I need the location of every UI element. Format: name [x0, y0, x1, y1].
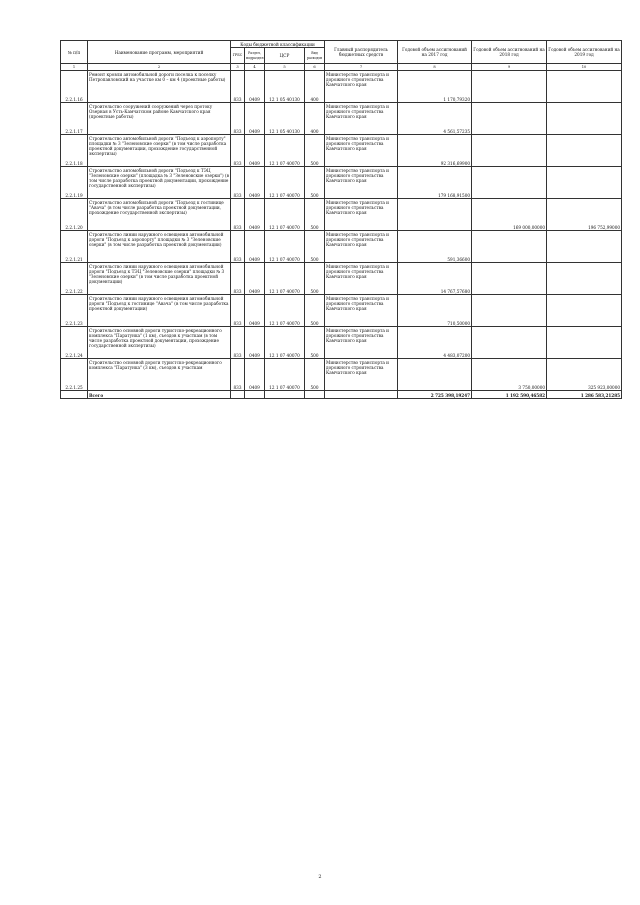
cell-vr: 500	[305, 199, 325, 231]
header-row-1	[61, 41, 622, 48]
cell-csr: 12 1 07 40070	[265, 199, 305, 231]
cell-2019: 325 923,00000	[547, 359, 622, 391]
cell-rzpr: 0409	[245, 327, 265, 359]
index-cell: 9	[472, 64, 547, 71]
cell-num: 2.2.1.22	[61, 263, 88, 295]
cell-2018: 169 000,00000	[472, 199, 547, 231]
cell-2019	[547, 327, 622, 359]
cell-name: Строительство автомобильной дороги "Подъезд к гостинице "Авача" (в том числе разработка проектной документации, прохождение государственной экспертизы)	[88, 199, 231, 231]
total-empty	[245, 391, 265, 399]
cell-2017: 92 316,69900	[398, 135, 472, 167]
cell-csr: 12 1 05 40130	[265, 71, 305, 103]
cell-num: 2.2.1.18	[61, 135, 88, 167]
header-admin: Главный распорядитель бюджетных средств	[325, 41, 398, 64]
cell-grbs: 833	[231, 199, 245, 231]
cell-admin: Министерство транспорта и дорожного строительства Камчатского края	[325, 327, 398, 359]
index-cell: 4	[245, 64, 265, 71]
index-cell: 8	[398, 64, 472, 71]
cell-2018	[472, 327, 547, 359]
cell-2018: 3 750,00000	[472, 359, 547, 391]
cell-admin: Министерство транспорта и дорожного строительства Камчатского края	[325, 231, 398, 263]
page-number: 2	[318, 874, 322, 880]
table-row	[61, 327, 622, 359]
total-row	[61, 391, 622, 399]
cell-name: Строительство линии наружного освещения автомобильной дороги "Подъезд к ТЭЦ "Зеленовские озерки" площадки № 3 "Зеленовские озерки" (в том числе разработка проектной документации)	[88, 263, 231, 295]
cell-2017: 591,36600	[398, 231, 472, 263]
cell-num: 2.2.1.17	[61, 103, 88, 135]
cell-csr: 12 1 07 40070	[265, 263, 305, 295]
index-cell: 2	[88, 64, 231, 71]
table-row	[61, 135, 622, 167]
cell-2017: 4 483,07200	[398, 327, 472, 359]
cell-grbs: 833	[231, 103, 245, 135]
total-empty	[305, 391, 325, 399]
cell-csr: 12 1 07 40070	[265, 135, 305, 167]
cell-admin: Министерство транспорта и дорожного строительства Камчатского края	[325, 167, 398, 199]
table-body	[61, 71, 622, 391]
cell-name: Строительство линии наружного освещения автомобильной дороги "Подъезд к гостинице "Авача" (в том числе разработка проектной документации)	[88, 295, 231, 327]
cell-vr: 500	[305, 295, 325, 327]
cell-name: Строительство линии наружного освещения автомобильной дороги "Подъезд к аэропорту" площадки № 3 "Зеленовские озерки" (в том числе разработка проектной документации)	[88, 231, 231, 263]
cell-rzpr: 0409	[245, 71, 265, 103]
cell-grbs: 833	[231, 231, 245, 263]
cell-2018	[472, 71, 547, 103]
header-codes-group: Коды бюджетной классификации	[231, 41, 325, 48]
cell-2019: 196 752,99000	[547, 199, 622, 231]
cell-2017: 4 561,57235	[398, 103, 472, 135]
cell-admin: Министерство транспорта и дорожного строительства Камчатского края	[325, 359, 398, 391]
cell-name: Ремонт кровли автомобильной дороги поселка к поселку Петропавловский на участке км 0 – км 4 (проектные работы)	[88, 71, 231, 103]
cell-name: Строительство основной дороги туристско-рекреационного комплекса "Паратунка" (1 км), съездов к участкам (в том числе разработка проектной документации, прохождение государственной экспертизы)	[88, 327, 231, 359]
cell-2018	[472, 103, 547, 135]
cell-name: Строительство автомобильной дороги "Подъезд к ТЭЦ "Зеленовские озерки" (площадка № 3 "Зеленовские озерки") (в том числе разработка проектной документации, прохождение государственной экспертизы)	[88, 167, 231, 199]
cell-2017: 710,50000	[398, 295, 472, 327]
cell-2017	[398, 359, 472, 391]
cell-admin: Министерство транспорта и дорожного строительства Камчатского края	[325, 103, 398, 135]
cell-csr: 12 1 07 40070	[265, 295, 305, 327]
cell-rzpr: 0409	[245, 199, 265, 231]
cell-admin: Министерство транспорта и дорожного строительства Камчатского края	[325, 135, 398, 167]
cell-rzpr: 0409	[245, 103, 265, 135]
cell-rzpr: 0409	[245, 167, 265, 199]
table-row	[61, 71, 622, 103]
header-rzpr: Раздел, подраздел	[245, 48, 265, 64]
cell-vr: 500	[305, 167, 325, 199]
budget-table	[60, 40, 622, 399]
cell-vr: 500	[305, 135, 325, 167]
cell-2019	[547, 295, 622, 327]
cell-csr: 12 1 07 40070	[265, 359, 305, 391]
cell-2019	[547, 103, 622, 135]
total-2019: 1 286 583,21285	[547, 391, 622, 399]
index-cell: 6	[305, 64, 325, 71]
header-name: Наименование программ, мероприятий	[88, 41, 231, 64]
cell-2019	[547, 263, 622, 295]
table-row	[61, 295, 622, 327]
total-empty	[265, 391, 305, 399]
cell-grbs: 833	[231, 327, 245, 359]
cell-rzpr: 0409	[245, 295, 265, 327]
index-cell: 7	[325, 64, 398, 71]
cell-2017: 1 170,79320	[398, 71, 472, 103]
index-cell: 3	[231, 64, 245, 71]
header-2018: Годовой объем ассигнований на 2018 год	[472, 41, 547, 64]
cell-admin: Министерство транспорта и дорожного строительства Камчатского края	[325, 199, 398, 231]
cell-2017	[398, 199, 472, 231]
cell-grbs: 833	[231, 295, 245, 327]
index-row	[61, 64, 622, 71]
cell-num: 2.2.1.25	[61, 359, 88, 391]
cell-vr: 500	[305, 359, 325, 391]
cell-2017: 179 168,91500	[398, 167, 472, 199]
cell-2018	[472, 135, 547, 167]
cell-num: 2.2.1.23	[61, 295, 88, 327]
total-2017: 2 725 398,19247	[398, 391, 472, 399]
cell-csr: 12 1 07 40070	[265, 231, 305, 263]
table-row	[61, 359, 622, 391]
cell-grbs: 833	[231, 71, 245, 103]
table-row	[61, 263, 622, 295]
cell-grbs: 833	[231, 135, 245, 167]
cell-num: 2.2.1.19	[61, 167, 88, 199]
cell-rzpr: 0409	[245, 263, 265, 295]
cell-2018	[472, 263, 547, 295]
table-row	[61, 103, 622, 135]
header-vr: Вид расходов	[305, 48, 325, 64]
cell-vr: 500	[305, 327, 325, 359]
index-cell: 5	[265, 64, 305, 71]
document-page	[60, 40, 621, 399]
cell-num: 2.2.1.24	[61, 327, 88, 359]
table-row	[61, 167, 622, 199]
header-csr: ЦСР	[265, 48, 305, 64]
cell-csr: 12 1 05 40130	[265, 103, 305, 135]
cell-vr: 500	[305, 263, 325, 295]
cell-num: 2.2.1.21	[61, 231, 88, 263]
cell-csr: 12 1 07 40070	[265, 167, 305, 199]
total-label: Всего	[88, 391, 231, 399]
cell-name: Строительство сооружений сооружений через протоку Озерная в Усть-Камчатском районе Камчатского края (проектные работы)	[88, 103, 231, 135]
cell-vr: 400	[305, 71, 325, 103]
index-cell: 10	[547, 64, 622, 71]
cell-vr: 400	[305, 103, 325, 135]
cell-2019	[547, 71, 622, 103]
cell-rzpr: 0409	[245, 231, 265, 263]
cell-2017: 14 767,57680	[398, 263, 472, 295]
cell-grbs: 833	[231, 359, 245, 391]
cell-rzpr: 0409	[245, 135, 265, 167]
cell-num: 2.2.1.20	[61, 199, 88, 231]
total-num	[61, 391, 88, 399]
header-grbs: ГРБС	[231, 48, 245, 64]
index-cell: 1	[61, 64, 88, 71]
cell-name: Строительство автомобильной дороги "Подъезд к аэропорту" площадки № 3 "Зеленовские озерки" (в том числе разработка проектной документации, прохождение государственной экспертизы)	[88, 135, 231, 167]
cell-2019	[547, 231, 622, 263]
total-empty	[325, 391, 398, 399]
cell-grbs: 833	[231, 263, 245, 295]
cell-grbs: 833	[231, 167, 245, 199]
cell-csr: 12 1 07 40070	[265, 327, 305, 359]
total-2018: 1 192 590,46582	[472, 391, 547, 399]
cell-num: 2.2.1.16	[61, 71, 88, 103]
header-num: № п/п	[61, 41, 88, 64]
cell-rzpr: 0409	[245, 359, 265, 391]
cell-2019	[547, 167, 622, 199]
total-empty	[231, 391, 245, 399]
cell-2018	[472, 167, 547, 199]
cell-2018	[472, 231, 547, 263]
header-2017: Годовой объем ассигнований на 2017 год	[398, 41, 472, 64]
cell-name: Строительство основной дороги туристско-рекреационного комплекса "Паратунка" (3 км), съездов к участкам	[88, 359, 231, 391]
cell-2019	[547, 135, 622, 167]
cell-admin: Министерство транспорта и дорожного строительства Камчатского края	[325, 263, 398, 295]
header-2019: Годовой объем ассигнований на 2019 год	[547, 41, 622, 64]
cell-2018	[472, 295, 547, 327]
table-row	[61, 199, 622, 231]
table-row	[61, 231, 622, 263]
cell-admin: Министерство транспорта и дорожного строительства Камчатского края	[325, 71, 398, 103]
cell-vr: 500	[305, 231, 325, 263]
cell-admin: Министерство транспорта и дорожного строительства Камчатского края	[325, 295, 398, 327]
